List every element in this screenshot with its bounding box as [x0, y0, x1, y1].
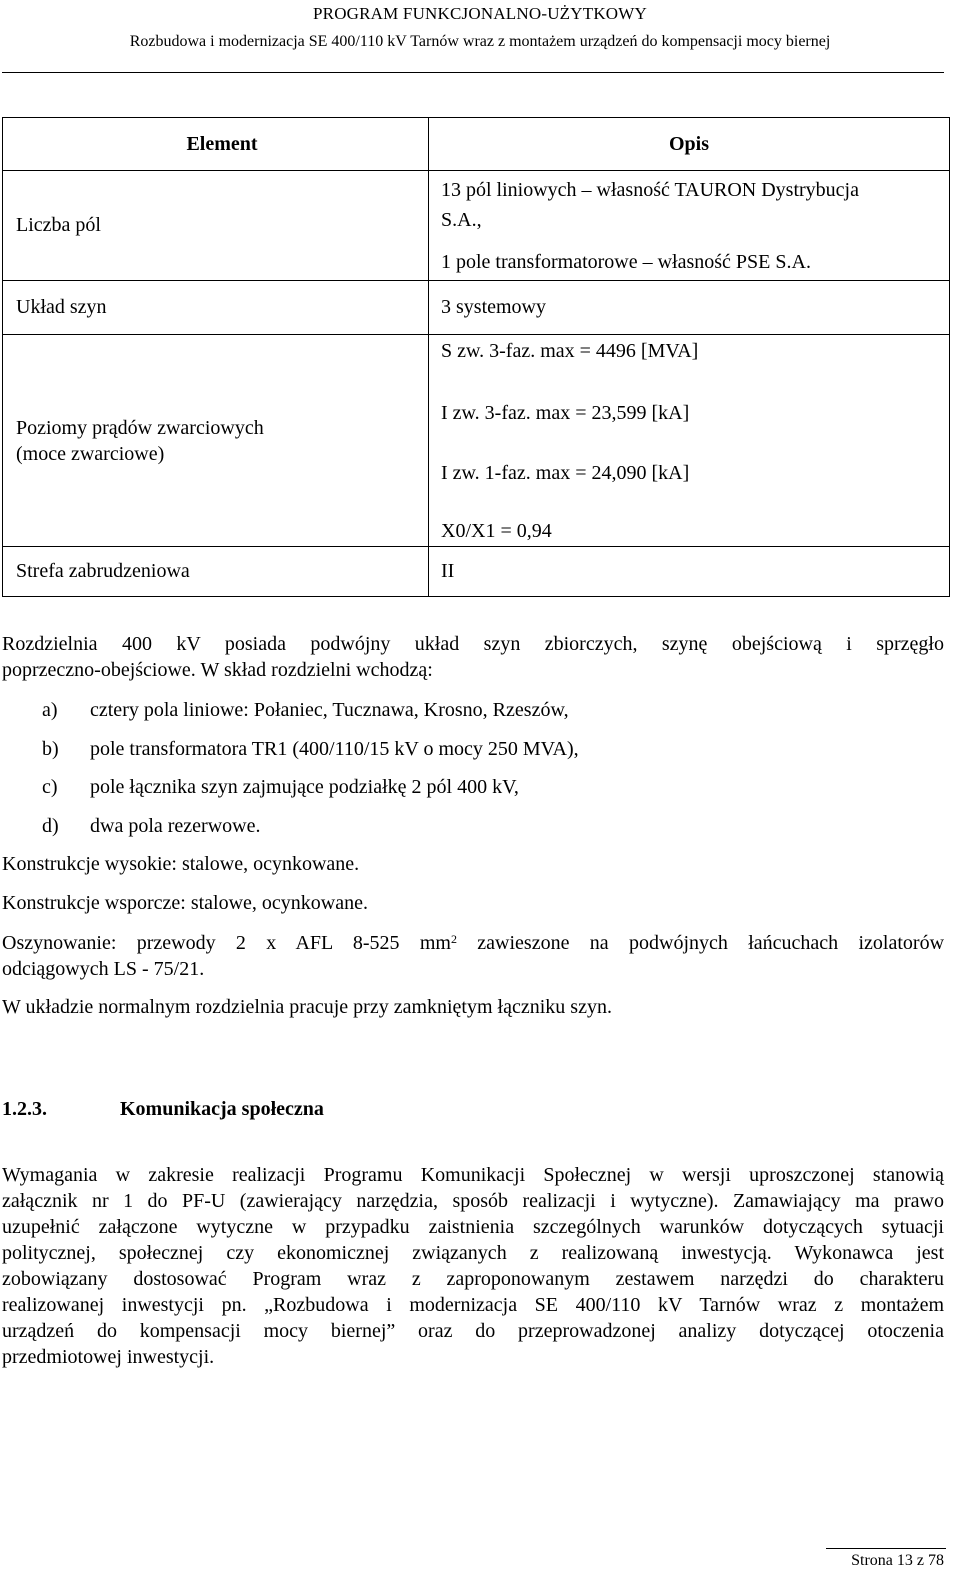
paragraph-line: politycznej, społecznej czy ekonomicznej związanych z realizowaną inwestycją. Wykonawca jest: [2, 1242, 944, 1264]
footer-rule: [826, 1548, 946, 1549]
paragraph-line: realizowanej inwestycji pn. „Rozbudowa i modernizacja SE 400/110 kV Tarnów wraz z montażem: [2, 1294, 944, 1316]
opis-line: I zw. 3-faz. max = 23,599 [kA]: [441, 401, 690, 424]
cell-element: [3, 335, 429, 547]
element-line: Poziomy prądów zwarciowych: [16, 416, 264, 439]
paragraph-line: odciągowych LS - 75/21.: [2, 958, 205, 980]
column-header-opis: Opis: [429, 118, 950, 171]
list-text: dwa pola rezerwowe.: [90, 815, 261, 837]
cell-element: Strefa zabrudzeniowa: [3, 547, 429, 597]
paragraph-line: Wymagania w zakresie realizacji Programu Komunikacji Społecznej w wersji uproszczonej stanowią: [2, 1164, 944, 1186]
superscript: 2: [450, 932, 457, 946]
project-title: Rozbudowa i modernizacja SE 400/110 kV Tarnów wraz z montażem urządzeń do kompensacji mocy biernej: [129, 33, 831, 50]
opis-line: S zw. 3-faz. max = 4496 [MVA]: [441, 339, 699, 362]
konstrukcje-wsporcze-text: Konstrukcje wsporcze: stalowe, ocynkowane.: [2, 892, 368, 914]
opis-line: I zw. 1-faz. max = 24,090 [kA]: [441, 461, 690, 484]
list-text: cztery pola liniowe: Połaniec, Tucznawa, Krosno, Rzeszów,: [90, 699, 569, 721]
opis-line: X0/X1 = 0,94: [441, 519, 552, 542]
cell-element: Liczba pól: [3, 171, 429, 281]
opis-line: 1 pole transformatorowe – własność PSE S.A.: [441, 250, 811, 273]
normal-operation-text: W układzie normalnym rozdzielnia pracuje przy zamkniętym łączniku szyn.: [2, 996, 612, 1018]
oszynowanie-paragraph: [2, 930, 944, 982]
list-marker: c): [42, 776, 58, 798]
cell-opis: 3 systemowy: [429, 281, 950, 335]
cell-opis: [429, 335, 950, 547]
table-header-row: [3, 118, 950, 171]
list-text: pole transformatora TR1 (400/110/15 kV o mocy 250 MVA),: [90, 738, 579, 760]
column-header-element: Element: [3, 118, 429, 171]
table-row: [3, 335, 950, 547]
oszynowanie-part1: Oszynowanie: przewody 2 x AFL 8-525 mm: [2, 932, 451, 954]
paragraph-line: załącznik nr 1 do PF-U (zawierający narzędzia, sposób realizacji i wytyczne). Zamawiający ma prawo: [2, 1190, 944, 1212]
header-rule: [2, 72, 944, 73]
section-number: 1.2.3.: [2, 1098, 47, 1120]
rozdzielnia-paragraph: [2, 631, 944, 683]
table-row: [3, 547, 950, 597]
list-marker: b): [42, 738, 59, 760]
table-row: [3, 281, 950, 335]
page-number: Strona 13 z 78: [851, 1552, 944, 1569]
paragraph-line: poprzeczno-obejściowe. W skład rozdzielni wchodzą:: [2, 659, 433, 681]
specification-table: [2, 117, 950, 597]
list-text: pole łącznika szyn zajmujące podziałkę 2 pól 400 kV,: [90, 776, 519, 798]
element-line: (moce zwarciowe): [16, 442, 165, 465]
program-title: PROGRAM FUNKCJONALNO-UŻYTKOWY: [313, 4, 647, 23]
paragraph-line: [2, 930, 944, 956]
list-marker: d): [42, 815, 59, 837]
cell-opis: [429, 171, 950, 281]
paragraph-line: Rozdzielnia 400 kV posiada podwójny układ szyn zbiorczych, szynę obejściową i sprzęgło: [2, 633, 944, 655]
section-title: Komunikacja społeczna: [120, 1098, 324, 1120]
paragraph-line: urządzeń do kompensacji mocy biernej” oraz do przeprowadzonej analizy dotyczącej otoczenia: [2, 1320, 944, 1342]
cell-element: Układ szyn: [3, 281, 429, 335]
konstrukcje-wysokie-text: Konstrukcje wysokie: stalowe, ocynkowane.: [2, 853, 360, 875]
paragraph-line: uzupełnić załączone wytyczne w przypadku zaistnienia szczególnych warunków dotyczących sytuacji: [2, 1216, 944, 1238]
paragraph-line: przedmiotowej inwestycji.: [2, 1346, 215, 1368]
oszynowanie-part2: zawieszone na podwójnych łańcuchach izolatorów: [456, 932, 945, 954]
opis-line: S.A.,: [441, 208, 482, 231]
list-marker: a): [42, 699, 58, 721]
table-row: [3, 171, 950, 281]
opis-line: 13 pól liniowych – własność TAURON Dystrybucja: [441, 178, 859, 201]
paragraph-line: zobowiązany dostosować Program wraz z zaproponowanym zestawem narzędzi do charakteru: [2, 1268, 944, 1290]
komunikacja-paragraph: [2, 1162, 944, 1370]
cell-opis: II: [429, 547, 950, 597]
